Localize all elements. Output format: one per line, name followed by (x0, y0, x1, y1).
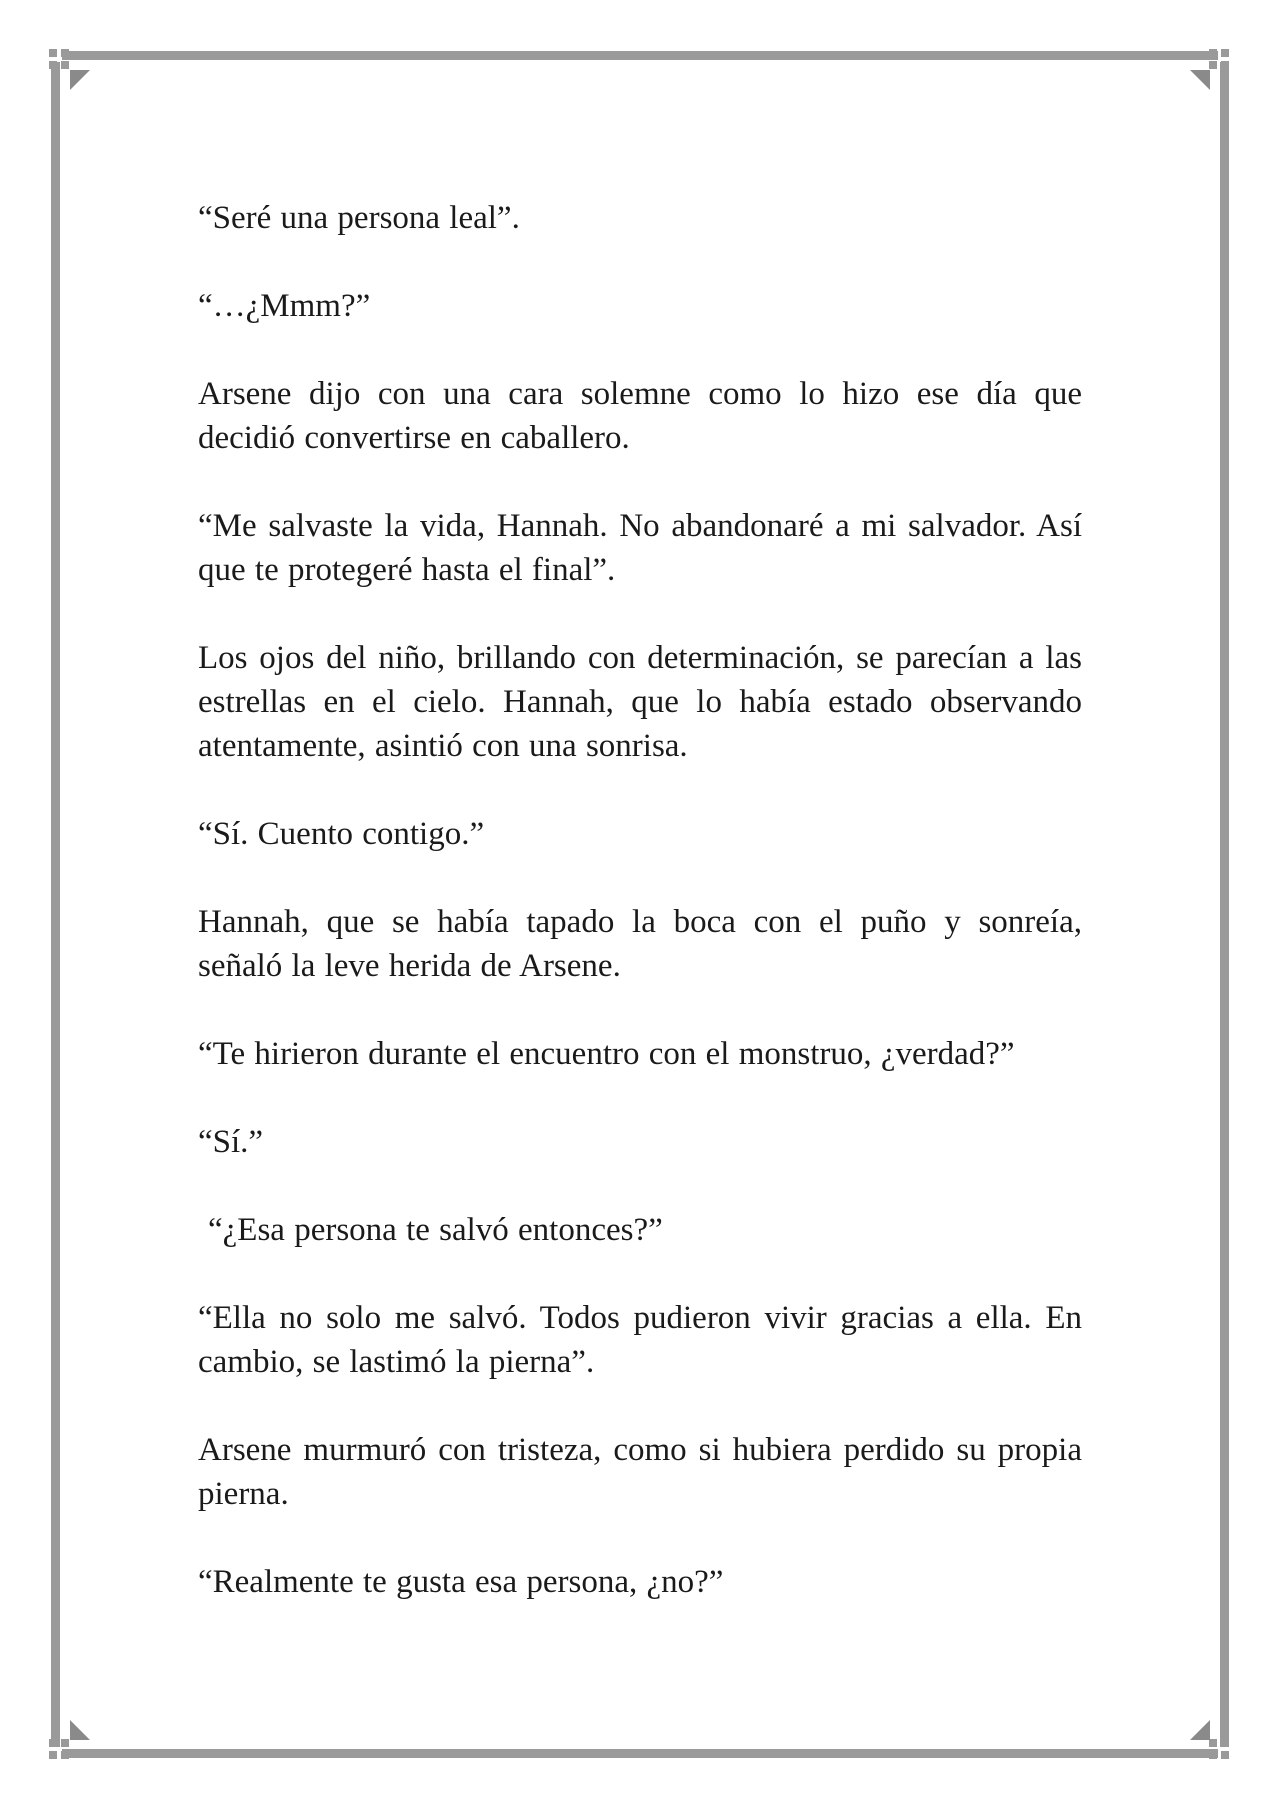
corner-triangle-icon (70, 70, 90, 90)
paragraph: “Me salvaste la vida, Hannah. No abandonaré a mi salvador. Así que te protegeré hasta el final”. (198, 508, 1082, 588)
frame-corner-ornament (49, 49, 71, 71)
paragraph: “Ella no solo me salvó. Todos pudieron vivir gracias a ella. En cambio, se lastimó la pierna”. (198, 1300, 1082, 1380)
paragraph: “Seré una persona leal”. (198, 200, 520, 236)
corner-triangle-icon (1190, 70, 1210, 90)
corner-triangle-icon (1190, 1720, 1210, 1740)
frame-border-right (1220, 62, 1229, 1747)
corner-triangle-icon (70, 1720, 90, 1740)
paragraph: “Sí. Cuento contigo.” (198, 816, 485, 852)
frame-corner-ornament (49, 1739, 71, 1761)
frame-corner-ornament (1209, 49, 1231, 71)
paragraph: Arsene dijo con una cara solemne como lo hizo ese día que decidió convertirse en caballero. (198, 376, 1082, 456)
paragraph: “Realmente te gusta esa persona, ¿no?” (198, 1564, 724, 1600)
paragraph: “¿Esa persona te salvó entonces?” (208, 1212, 663, 1248)
paragraph: Arsene murmuró con tristeza, como si hubiera perdido su propia pierna. (198, 1432, 1082, 1512)
paragraph: Los ojos del niño, brillando con determinación, se parecían a las estrellas en el cielo. Hannah, que lo había estado observando atentamente, asintió con una sonrisa. (198, 640, 1082, 764)
paragraph: “Te hirieron durante el encuentro con el monstruo, ¿verdad?” (198, 1036, 1015, 1072)
frame-corner-ornament (1209, 1739, 1231, 1761)
paragraph: “Sí.” (198, 1124, 264, 1160)
frame-border-top (62, 51, 1218, 60)
frame-border-left (51, 62, 60, 1747)
paragraph: Hannah, que se había tapado la boca con el puño y sonreía, señaló la leve herida de Arsene. (198, 904, 1082, 984)
frame-border-bottom (62, 1749, 1218, 1758)
page-text (198, 196, 1082, 1648)
paragraph: “…¿Mmm?” (198, 288, 371, 324)
